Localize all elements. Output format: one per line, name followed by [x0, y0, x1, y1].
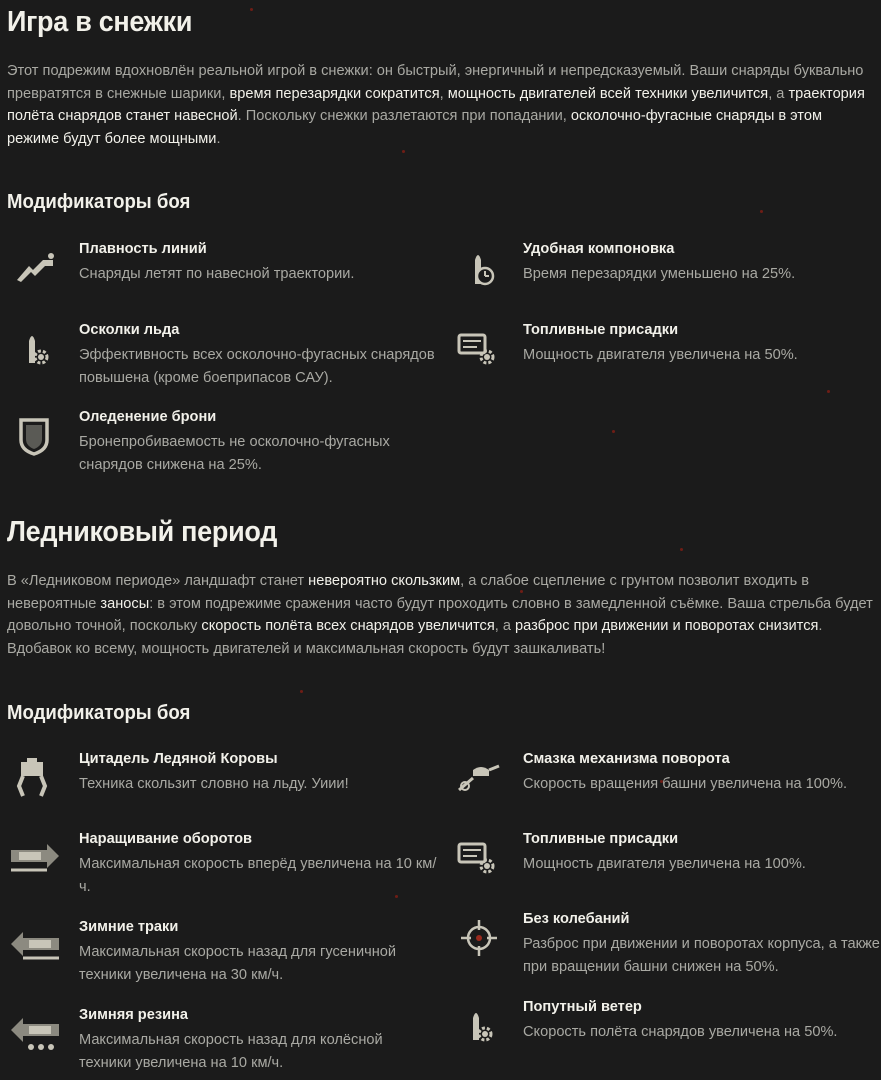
shell-gear-icon [7, 327, 63, 371]
intro-text: : в этом подрежиме сражения часто будут проходить словно в замедленной съёмке. Ваша стрельба будет довольно точной, поскольку [7, 595, 873, 635]
intro-text: , а [768, 85, 789, 102]
intro-text: В «Ледниковом периоде» ландшафт станет [7, 573, 309, 589]
modifier-description: Разброс при движении и поворотах корпуса, а также при вращении башни снижен на 50%. [523, 936, 880, 975]
modifier-description: Максимальная скорость назад для гусеничной техники увеличена на 30 км/ч. [79, 944, 397, 983]
spark-decoration [250, 8, 253, 11]
spark-decoration [612, 430, 615, 433]
spark-decoration [760, 210, 763, 213]
intro-highlight: траектория полёта снарядов станет навесной [7, 85, 865, 125]
spark-decoration [827, 390, 830, 393]
intro-text: . [216, 130, 221, 147]
section-title: Игра в снежки [7, 6, 193, 38]
modifier-description: Мощность двигателя увеличена на 100%. [523, 856, 806, 872]
modifiers-heading: Модификаторы боя [7, 702, 191, 724]
walker-icon [7, 756, 63, 800]
intro-text: , а [494, 618, 516, 635]
modifier-description: Скорость вращения башни увеличена на 100%. [523, 776, 848, 792]
reload-shell-icon [451, 246, 507, 290]
modifier-description: Время перезарядки уменьшено на 25%. [523, 266, 796, 282]
modifier-title: Зимние траки [79, 919, 179, 935]
modifier-description: Скорость полёта снарядов увеличена на 50%. [523, 1024, 838, 1040]
intro-text: , а слабое сцепление с грунтом позволит входить в невероятные [7, 573, 809, 612]
shell-gear-icon [451, 1004, 507, 1048]
tank-reverse-icon [7, 924, 63, 968]
modifiers-heading: Модификаторы боя [7, 191, 191, 213]
section-intro [7, 570, 877, 660]
section-intro [7, 60, 877, 150]
spark-decoration [680, 548, 683, 551]
modifier-description: Максимальная скорость назад для колёсной техники увеличена на 10 км/ч. [79, 1032, 383, 1071]
engine-gear-icon [451, 836, 507, 880]
tank-forward-icon [7, 836, 63, 880]
trajectory-icon [7, 246, 63, 290]
wheeled-reverse-icon [7, 1012, 63, 1056]
armor-shield-icon [7, 414, 63, 458]
crosshair-icon [451, 916, 507, 960]
intro-text: . Вдобавок ко всему, мощность двигателей и максимальная скорость будут зашкаливать! [7, 618, 823, 657]
modifier-title: Попутный ветер [523, 999, 642, 1015]
intro-text: Этот подрежим вдохновлён реальной игрой в снежки: он быстрый, энергичный и непредсказуемый. Ваши снаряды буквально превратятся в снежные шарики, [7, 63, 864, 102]
intro-text: . Поскольку снежки разлетаются при попадании, [237, 108, 571, 125]
modifier-title: Удобная компоновка [523, 241, 675, 257]
modifier-description: Снаряды летят по навесной траектории. [79, 266, 355, 282]
modifier-title: Наращивание оборотов [79, 831, 252, 847]
modifier-title: Смазка механизма поворота [523, 751, 730, 767]
modifier-title: Плавность линий [79, 241, 207, 257]
intro-highlight: разброс при движении и поворотах снизится [515, 618, 819, 635]
modifier-title: Осколки льда [79, 322, 180, 338]
intro-text: , [439, 85, 448, 102]
modifier-title: Без колебаний [523, 911, 630, 927]
spark-decoration [300, 690, 303, 693]
modifier-description: Эффективность всех осколочно-фугасных снарядов повышена (кроме боеприпасов САУ). [79, 347, 435, 386]
modifier-title: Цитадель Ледяной Коровы [79, 751, 278, 767]
engine-gear-icon [451, 327, 507, 371]
turret-rotation-icon [451, 756, 507, 800]
modifier-description: Бронепробиваемость не осколочно-фугасных снарядов снижена на 25%. [79, 434, 390, 473]
intro-highlight: время перезарядки сократится [229, 85, 440, 102]
modifier-title: Зимняя резина [79, 1007, 188, 1023]
modifier-description: Техника скользит словно на льду. Уиии! [79, 776, 349, 792]
intro-highlight: невероятно скользким [308, 573, 461, 589]
intro-highlight: скорость полёта всех снарядов увеличится [201, 618, 495, 635]
modifier-title: Топливные присадки [523, 322, 679, 338]
modifier-description: Максимальная скорость вперёд увеличена на 10 км/ч. [79, 856, 437, 895]
modifier-title: Оледенение брони [79, 409, 217, 425]
modifier-description: Мощность двигателя увеличена на 50%. [523, 347, 798, 363]
intro-highlight: заносы [100, 595, 150, 612]
section-title: Ледниковый период [7, 516, 278, 548]
modifier-title: Топливные присадки [523, 831, 679, 847]
intro-highlight: мощность двигателей всей техники увеличится [447, 85, 769, 102]
spark-decoration [402, 150, 405, 153]
intro-highlight: осколочно-фугасные снаряды в этом режиме будут более мощными [7, 108, 822, 147]
